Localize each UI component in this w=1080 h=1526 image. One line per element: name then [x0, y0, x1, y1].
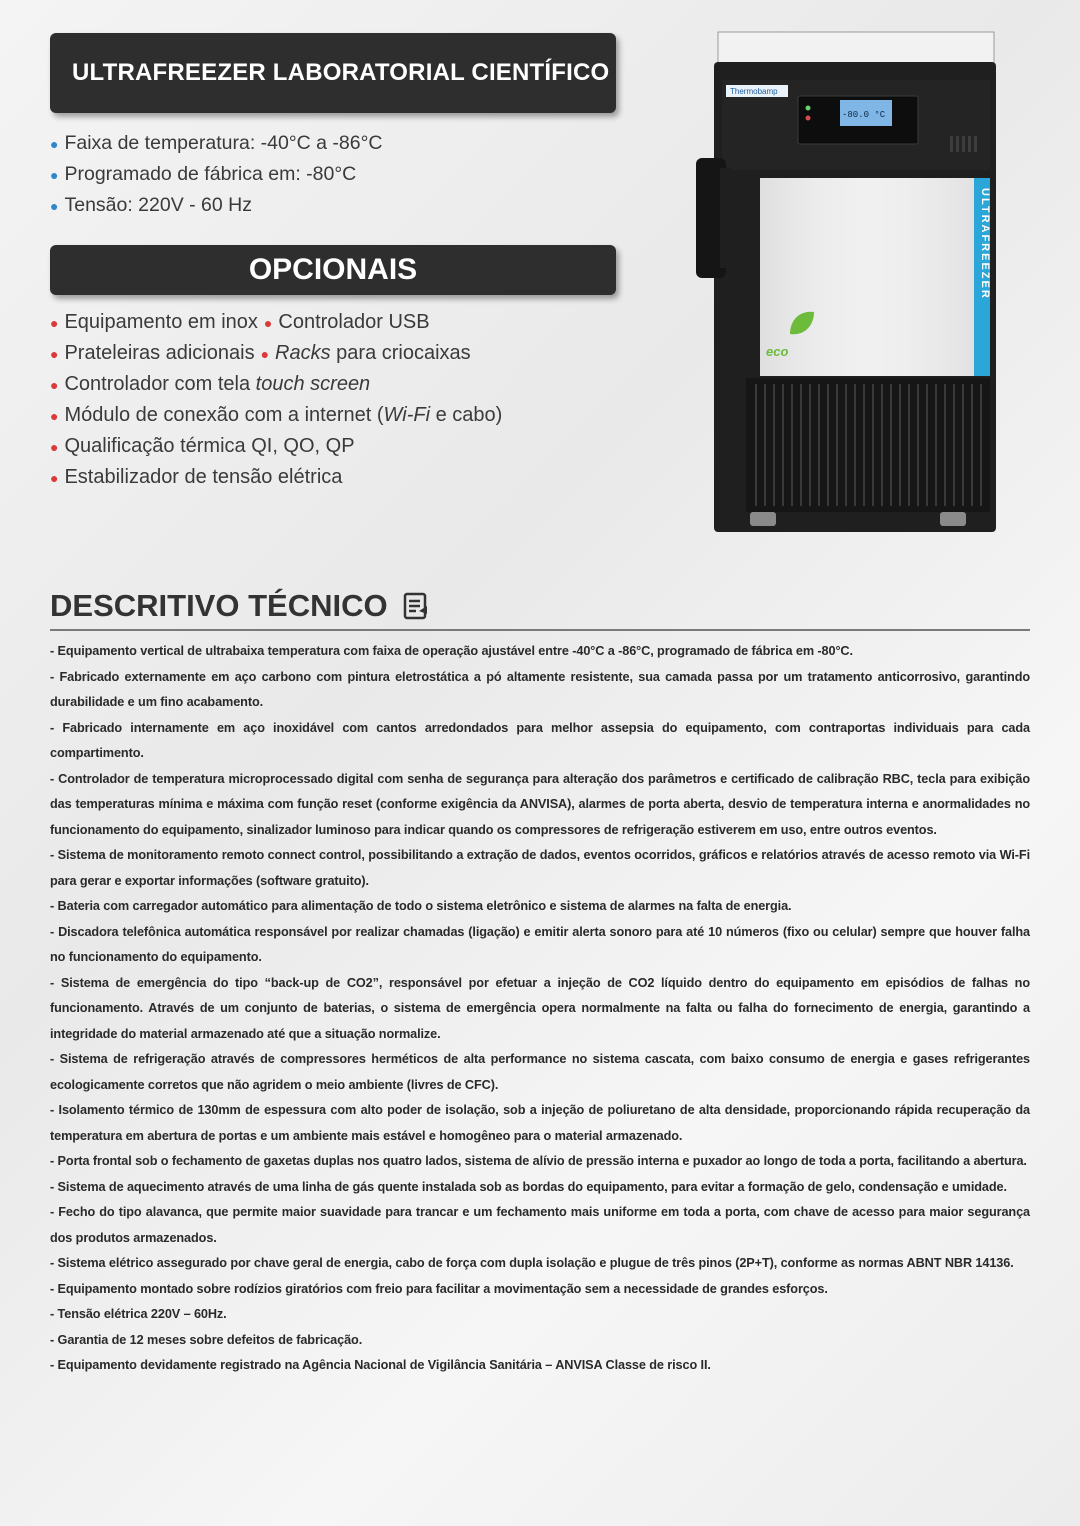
optional-item: ● Equipamento em inox ● Controlador USB — [50, 311, 430, 333]
spec-item: ● Tensão: 220V - 60 Hz — [50, 194, 252, 216]
bullet-icon: ● — [50, 469, 59, 486]
optional-item: ● Prateleiras adicionais ● Racks para criocaixas — [50, 342, 471, 364]
bullet-icon: ● — [50, 407, 59, 424]
optionals-list — [50, 307, 502, 493]
technical-item: - Fecho do tipo alavanca, que permite maior suavidade para trancar e um fechamento mais uniforme em toda a porta, com chave de acesso para maior segurança dos produtos armazenados. — [50, 1205, 1030, 1245]
technical-item: - Porta frontal sob o fechamento de gaxetas duplas nos quatro lados, sistema de alívio de pressão interna e puxador ao longo de toda a porta, facilitando a abertura. — [50, 1154, 1027, 1168]
optional-item: ● Controlador com tela touch screen — [50, 373, 371, 395]
separator-dot-icon: ● — [260, 345, 270, 362]
spec-item: ● Programado de fábrica em: -80°C — [50, 163, 357, 185]
bullet-icon: ● — [50, 314, 59, 331]
technical-item: - Equipamento montado sobre rodízios giratórios com freio para facilitar a movimentação sem a necessidade de grandes esforços. — [50, 1281, 828, 1296]
ultrafreezer-product-image — [690, 28, 1010, 533]
side-label: ULTRAFREEZER — [979, 188, 991, 300]
technical-item: - Bateria com carregador automático para alimentação de todo o sistema eletrônico e sistema de alarmes na falta de energia. — [50, 899, 792, 913]
technical-item: - Garantia de 12 meses sobre defeitos de fabricação. — [50, 1332, 363, 1347]
section-divider — [50, 629, 1030, 631]
technical-item: - Sistema de monitoramento remoto connect control, possibilitando a extração de dados, eventos ocorridos, gráficos e relatórios através de acesso remoto via Wi-Fi para gerar e exportar informações (software gratuito). — [50, 848, 1030, 888]
technical-item: - Controlador de temperatura microprocessado digital com senha de segurança para alteração dos parâmetros e certificado de calibração RBC, tecla para exibição das temperaturas mínima e máxima com função reset (conforme exigência da ANVISA), alarmes de porta aberta, desvio de temperatura interna e anormalidades no funcionamento do equipamento, sinalizador luminoso para indicar quando os compressores de refrigeração estiverem em uso, entre outros eventos. — [50, 771, 1030, 837]
brand-logo: Thermobamp — [730, 87, 778, 96]
spec-list — [50, 128, 382, 221]
technical-item: - Sistema de emergência do tipo “back-up de CO2”, responsável por efetuar a injeção de CO2 líquido dentro do equipamento em episódios de falhas no funcionamento. Através de um conjunto de baterias, o sistema de emergência opera normalmente na falta ou falha do fornecimento de energia, garantindo a integridade do material armazenado até que a situação normalize. — [50, 975, 1030, 1041]
product-title-banner — [50, 33, 616, 113]
bullet-icon: ● — [50, 438, 59, 455]
technical-item: - Sistema elétrico assegurado por chave geral de energia, cabo de força com dupla isolação e plugue de três pinos (2P+T), conforme as normas ABNT NBR 14136. — [50, 1256, 1014, 1270]
technical-item: - Sistema de refrigeração através de compressores herméticos de alta performance no sistema cascata, com baixo consumo de energia e gases refrigerantes ecologicamente corretos que não agridem o meio ambiente (livres de CFC). — [50, 1052, 1030, 1092]
product-title: ULTRAFREEZER LABORATORIAL CIENTÍFICO — [72, 59, 610, 86]
bullet-icon: ● — [50, 135, 59, 152]
technical-item: - Equipamento devidamente registrado na Agência Nacional de Vigilância Sanitária – ANVISA Classe de risco II. — [50, 1358, 711, 1372]
technical-item: - Discadora telefônica automática responsável por realizar chamadas (ligação) e emitir alerta sonoro para até 10 números (fixo ou celular) sempre que houver falha no funcionamento do equipamento. — [50, 924, 1030, 964]
separator-dot-icon: ● — [263, 314, 273, 331]
optionals-title: OPCIONAIS — [248, 253, 418, 286]
technical-item: - Fabricado internamente em aço inoxidável com cantos arredondados para melhor assepsia do equipamento, com contraportas individuais para cada compartimento. — [50, 720, 1030, 760]
bullet-icon: ● — [50, 197, 59, 214]
optional-item: ● Estabilizador de tensão elétrica — [50, 466, 343, 488]
technical-item: - Isolamento térmico de 130mm de espessura com alto poder de isolação, sob a injeção de poliuretano de alta densidade, proporcionando rápida recuperação da temperatura em abertura de portas e um ambiente mais estável e homogêneo para o material armazenado. — [50, 1103, 1030, 1143]
technical-item: - Sistema de aquecimento através de uma linha de gás quente instalada sob as bordas do equipamento, para evitar a formação de gelo, condensação e umidade. — [50, 1179, 1007, 1194]
spec-item: ● Faixa de temperatura: -40°C a -86°C — [50, 132, 383, 154]
document-list-icon — [402, 592, 430, 620]
optional-item: ● Qualificação térmica QI, QO, QP — [50, 435, 355, 457]
technical-section-title: DESCRITIVO TÉCNICO — [50, 588, 430, 624]
technical-item: - Fabricado externamente em aço carbono com pintura eletrostática a pó altamente resistente, sua camada passa por um tratamento anticorrosivo, garantindo durabilidade e um fino acabamento. — [50, 669, 1030, 709]
bullet-icon: ● — [50, 376, 59, 393]
technical-description-list — [50, 639, 1030, 1379]
optionals-banner — [50, 245, 616, 295]
optional-item: ● Módulo de conexão com a internet ( Wi-Fi e cabo) — [50, 404, 503, 426]
controller-display: -80.0 °C — [842, 110, 886, 120]
technical-item: - Tensão elétrica 220V – 60Hz. — [50, 1307, 227, 1321]
eco-label: eco — [766, 344, 789, 359]
bullet-icon: ● — [50, 166, 59, 183]
bullet-icon: ● — [50, 345, 59, 362]
technical-item: - Equipamento vertical de ultrabaixa temperatura com faixa de operação ajustável entre -40°C a -86°C, programado de fábrica em -80°C. — [50, 644, 853, 658]
